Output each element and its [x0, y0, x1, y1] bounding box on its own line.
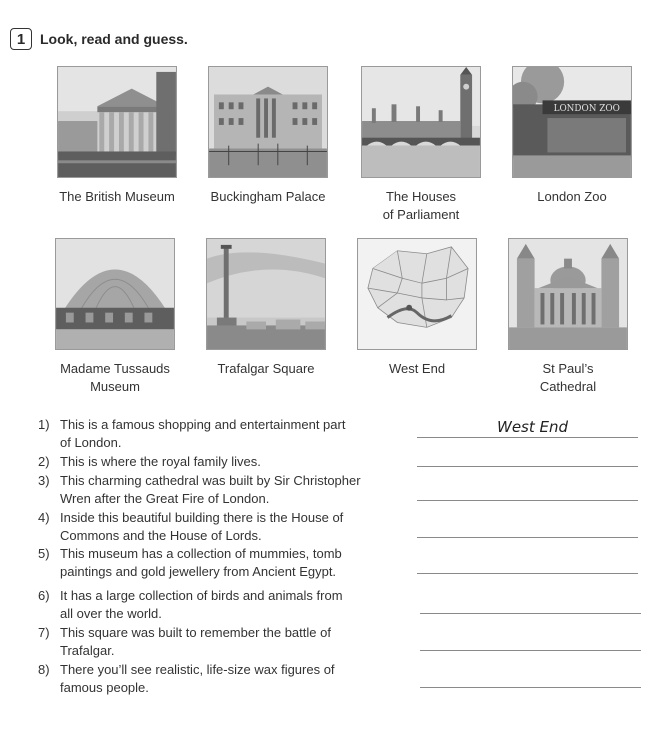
question-text: Trafalgar. [60, 642, 115, 658]
caption-buckingham-palace: Buckingham Palace [210, 189, 326, 204]
caption-st-pauls [488, 360, 648, 396]
caption-trafalgar-square: Trafalgar Square [217, 361, 315, 376]
answer-line-4[interactable] [417, 537, 638, 538]
question-number: 7) [38, 625, 50, 640]
london-zoo-photo [512, 66, 632, 178]
caption-line: of Parliament [382, 207, 460, 222]
question-text: It has a large collection of birds and animals from [60, 588, 343, 603]
answer-1[interactable]: West End [497, 418, 569, 436]
madame-tussauds-photo [55, 238, 175, 350]
question-text: There you’ll see realistic, life-size wax figures of [60, 662, 335, 677]
question-number: 1) [38, 417, 50, 432]
houses-of-parliament-photo [361, 66, 481, 178]
question-text: This is a famous shopping and entertainment part [60, 417, 346, 432]
question-6 [38, 587, 418, 622]
buckingham-palace-photo [208, 66, 328, 178]
exercise-heading [10, 28, 188, 50]
question-number: 8) [38, 662, 50, 677]
answer-line-5[interactable] [417, 573, 638, 574]
question-5 [38, 545, 418, 580]
exercise-instruction: Look, read and guess. [40, 31, 188, 47]
caption-houses-of-parliament [341, 188, 501, 224]
st-pauls-cathedral-photo [508, 238, 628, 350]
question-text: Wren after the Great Fire of London. [60, 490, 270, 506]
question-number: 5) [38, 546, 50, 561]
answer-line-6[interactable] [420, 613, 641, 614]
caption-british-museum: The British Museum [59, 189, 175, 204]
question-text: This is where the royal family lives. [60, 454, 261, 469]
question-text: paintings and gold jewellery from Ancient Egypt. [60, 563, 337, 579]
caption-line: The Houses [385, 189, 457, 204]
question-text: This museum has a collection of mummies, tomb [60, 546, 342, 561]
question-text: of London. [60, 434, 122, 450]
trafalgar-square-photo [206, 238, 326, 350]
british-museum-photo [57, 66, 177, 178]
question-number: 6) [38, 588, 50, 603]
answer-line-2[interactable] [417, 466, 638, 467]
question-3 [38, 472, 418, 507]
question-text: Commons and the House of Lords. [60, 527, 262, 543]
answer-line-8[interactable] [420, 687, 641, 688]
zoo-sign-text: LONDON ZOO [553, 104, 620, 115]
exercise-number: 1 [10, 28, 32, 50]
question-text: Inside this beautiful building there is the House of [60, 510, 344, 525]
caption-madame-tussauds [35, 360, 195, 396]
question-text: all over the world. [60, 605, 162, 621]
answer-line-7[interactable] [420, 650, 641, 651]
question-number: 2) [38, 454, 50, 469]
question-4 [38, 509, 418, 544]
question-text: famous people. [60, 679, 149, 695]
caption-line: St Paul’s [542, 361, 594, 376]
question-text: This charming cathedral was built by Sir Christopher [60, 473, 361, 488]
question-number: 3) [38, 473, 50, 488]
caption-line: Madame Tussauds [60, 361, 170, 376]
caption-line: Museum [90, 379, 140, 394]
answer-line-3[interactable] [417, 500, 638, 501]
question-text: This square was built to remember the battle of [60, 625, 331, 640]
caption-london-zoo: London Zoo [537, 189, 607, 204]
question-7 [38, 624, 418, 659]
west-end-map [357, 238, 477, 350]
question-number: 4) [38, 510, 50, 525]
question-8 [38, 661, 418, 696]
answer-line-1[interactable] [417, 437, 638, 438]
question-2 [38, 453, 418, 471]
caption-line: Cathedral [539, 379, 597, 394]
caption-west-end: West End [388, 361, 446, 376]
question-1 [38, 416, 418, 451]
